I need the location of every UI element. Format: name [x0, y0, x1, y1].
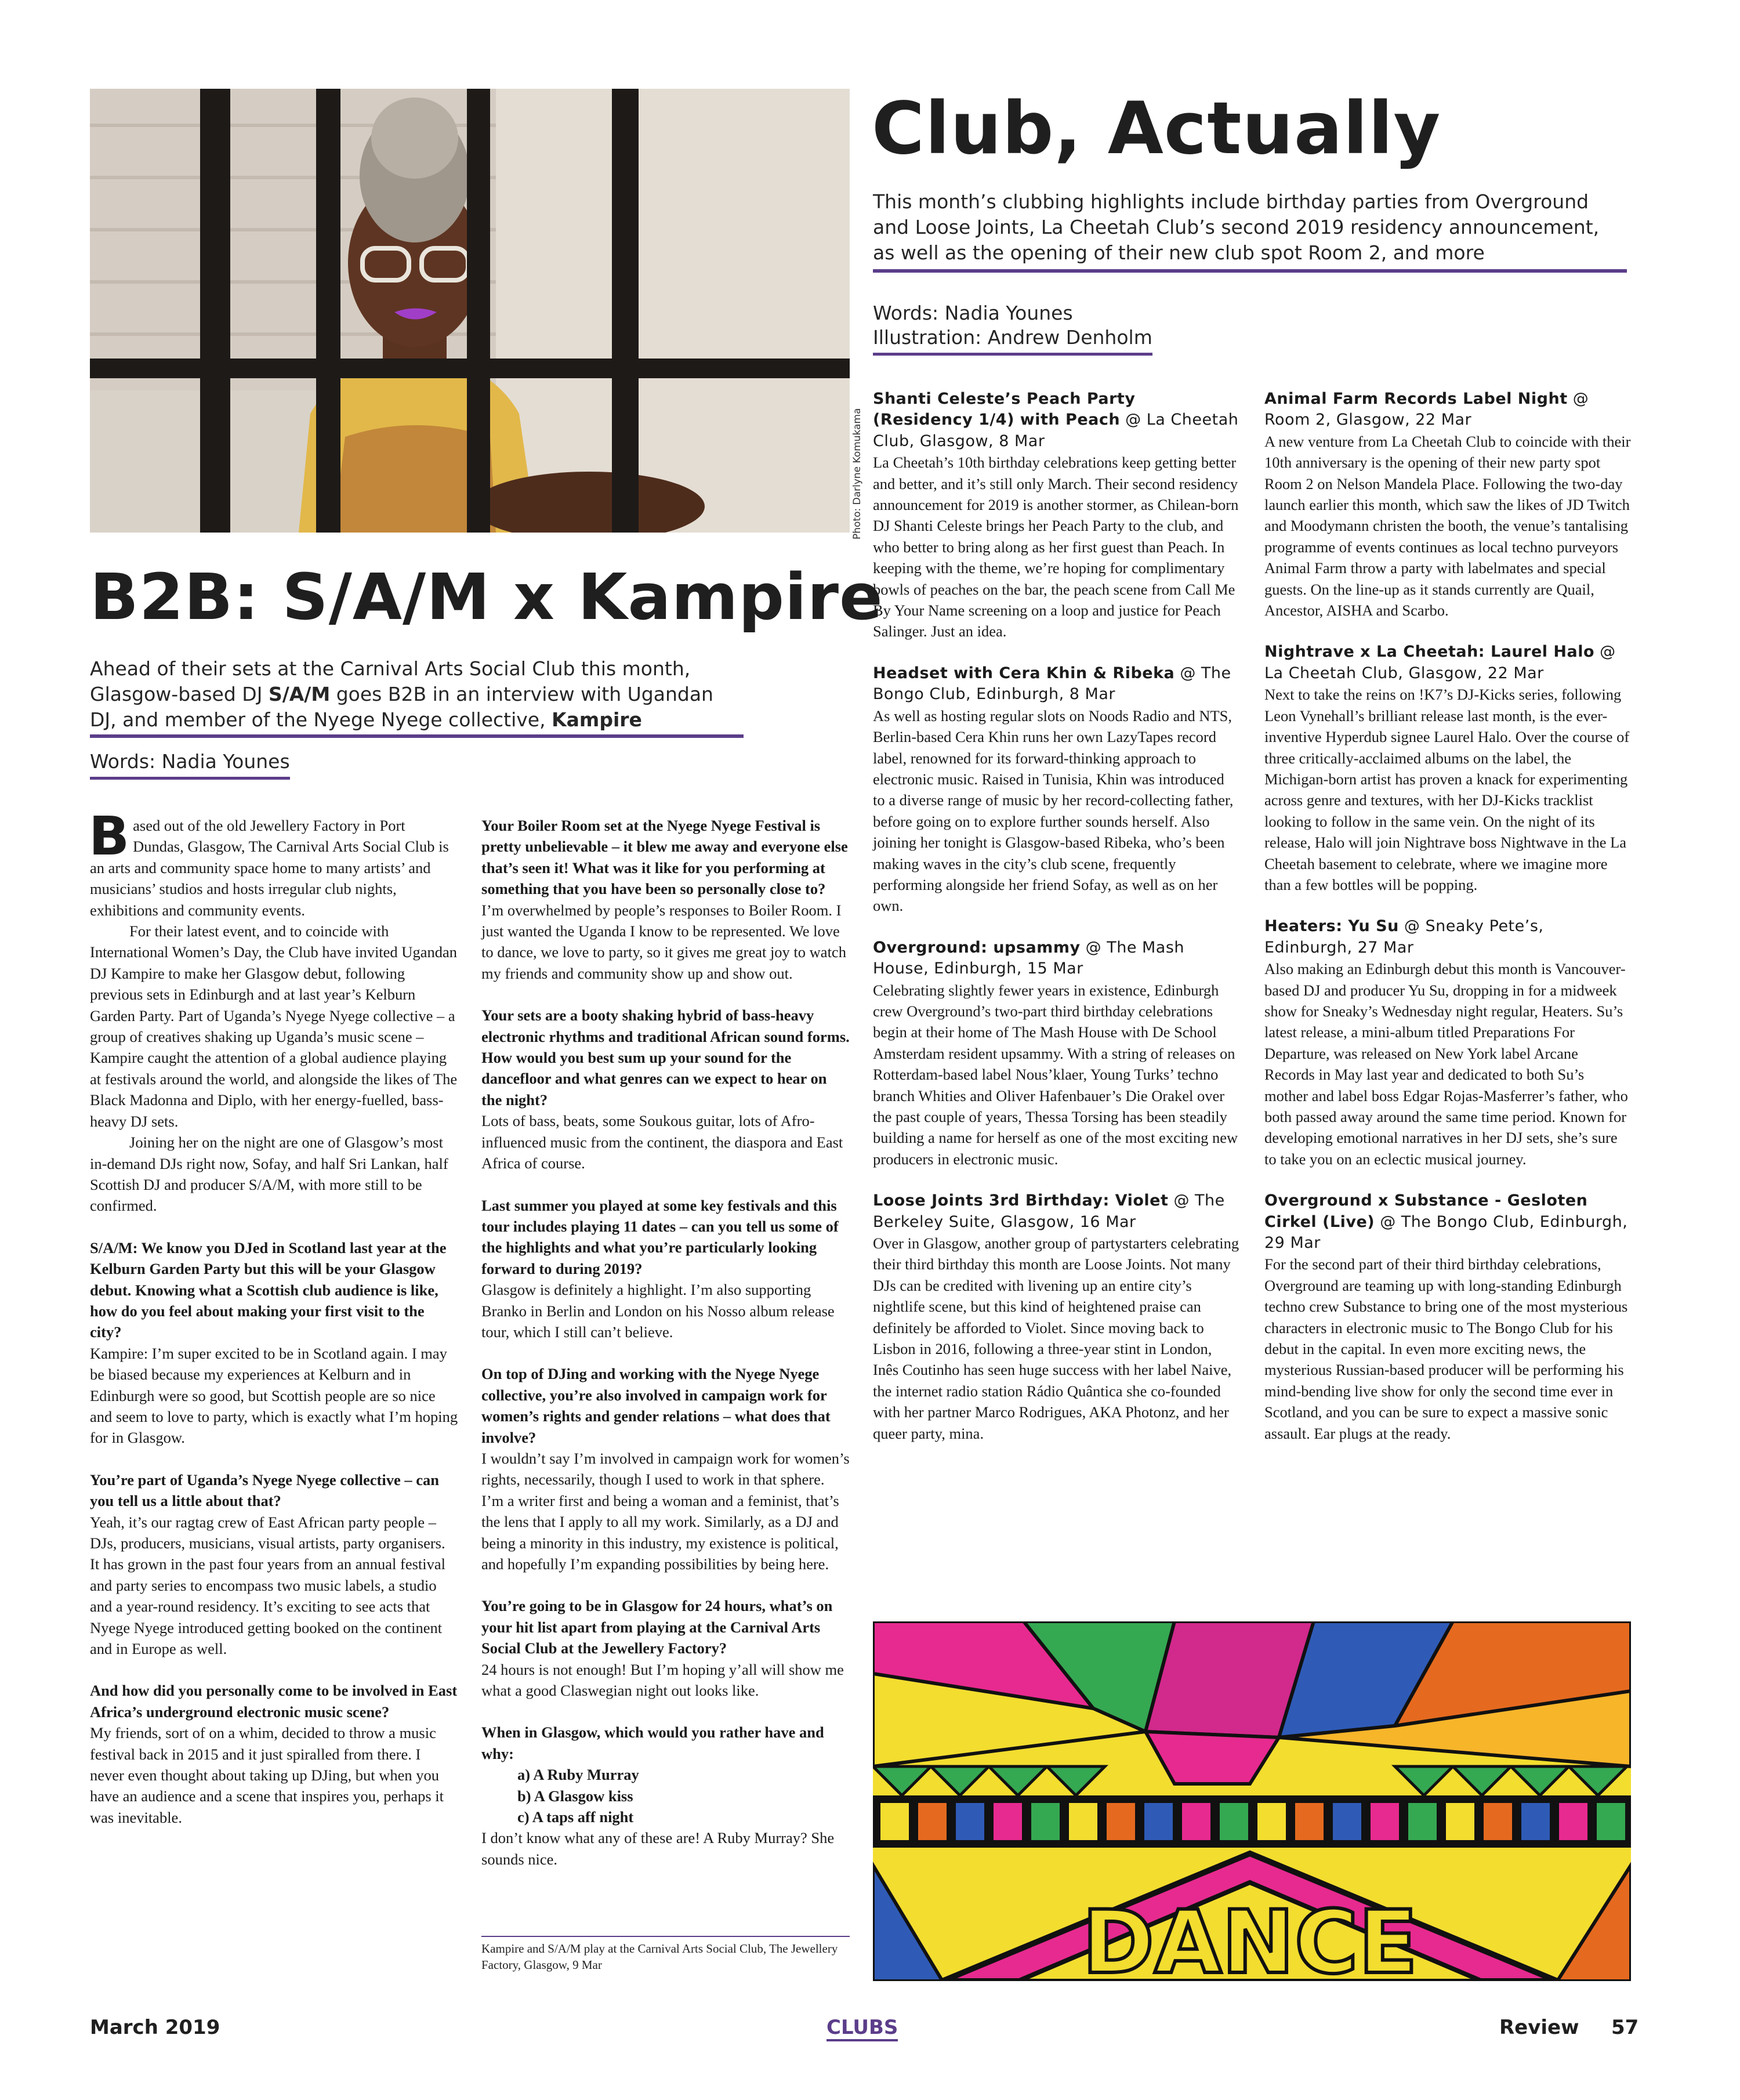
paragraph: For their latest event, and to coincide with International Women’s Day, the Club have invited Ugandan DJ Kampire to make her Glasgow debut, following previous sets in Edinburgh and at last year’s Kelburn Garden Party. Part of Uganda’s Nyege Nyege collective – a group of creatives shaking up Uganda’s music scene – Kampire caught the attention of a global audience playing at festivals around the world, and alongside the likes of The Black Madonna and Diplo, with her energy-fuelled, bass-heavy DJ sets. — [90, 922, 458, 1130]
b2b-standfirst: Ahead of their sets at the Carnival Arts Social Club this month, Glasgow-based DJ S/A/M goes B2B in an interview with Ugandan DJ, and member of the Nyege Nyege collective, Kampire — [90, 657, 713, 731]
option-item: a) A Ruby Murray — [517, 1766, 639, 1784]
dance-illustration — [873, 1621, 1631, 1981]
interview-question: You’re part of Uganda’s Nyege Nyege collective – can you tell us a little about that? — [90, 1471, 440, 1510]
event-description: Celebrating slightly fewer years in existence, Edinburgh crew Overground’s two-part third birthday celebrations begin at their home of The Mash House with De School Amsterdam resident upsammy. With a string of releases on Rotterdam-based label Nous’klaer, Young Turks’ techno branch Whities and Oliver Hafenbauer’s Die Orakel over the past couple of years, Thessa Torsing has been steadily building a name for herself as one of the most exciting new producers in electronic music. — [873, 981, 1238, 1168]
interview-question: Your sets are a booty shaking hybrid of bass-heavy electronic rhythms and traditional African sound forms. How would you best sum up your sound for the dancefloor and what genres can we expect to hear on the night? — [481, 1006, 850, 1109]
event-title: Animal Farm Records Label Night @ Room 2, Glasgow, 22 Mar — [1264, 390, 1589, 429]
publication-section: Review — [1499, 2016, 1579, 2039]
interview-question: And how did you personally come to be involved in East Africa’s underground electronic music scene? — [90, 1682, 458, 1721]
event-description: As well as hosting regular slots on Noods Radio and NTS, Berlin-based Cera Khin runs her own LazyTapes record label, renowned for its forward-thinking approach to electronic music. Raised in Tunisia, Khin was introduced to a diverse range of music by her record-collecting father, before going on to explore further sounds herself. Also joining her tonight is Glasgow-based Ribeka, who’s been making waves in the city’s club scene, frequently performing alongside her friend Sofay, as well as on her own. — [873, 707, 1234, 915]
event-listing — [1264, 642, 1631, 895]
article-title-b2b: B2B: S/A/M x Kampire — [90, 560, 883, 634]
words-credit: Words: Nadia Younes — [873, 302, 1073, 324]
standfirst-rule — [873, 269, 1627, 273]
interview-question: Your Boiler Room set at the Nyege Nyege Festival is pretty unbelievable – it blew me away and everyone else that’s seen it! What was it like for you performing at something that you have been so personally close to? — [481, 817, 848, 898]
photo-credit: Photo: Darlyne Komukama — [851, 408, 863, 540]
event-description: Over in Glasgow, another group of partystarters celebrating their third birthday this month are Loose Joints. Not many DJs can be credited with livening up an entire city’s nightlife scene, but this kind of heightened praise can definitely be afforded to Violet. Since moving back to Lisbon in 2016, following a three-year stint in London, Inês Coutinho has seen huge success with her label Naive, the internet radio station Rádio Quântica she co-founded with her partner Marco Rodrigues, AKA Photonz, and her queer party, mina. — [873, 1234, 1239, 1442]
events-column-a — [873, 389, 1239, 1444]
event-listing — [1264, 916, 1631, 1170]
dance-lettering: DANCE — [1082, 1892, 1418, 1981]
interview-answer: Kampire: I’m super excited to be in Scotland again. I may be biased because my experiences at Kelburn and in Edinburgh were so good, but Scottish people are so nice and seem to love to party, which is exactly what I’m hoping for in Glasgow. — [90, 1344, 458, 1447]
article-title-club-actually: Club, Actually — [872, 87, 1441, 171]
interview-question: You’re going to be in Glasgow for 24 hours, what’s on your hit list apart from playing at the Carnival Arts Social Club at the Jewellery Factory? — [481, 1597, 833, 1657]
event-listing — [873, 389, 1239, 642]
dance-pattern-artwork — [873, 1621, 1631, 1981]
section-label: CLUBS — [826, 2016, 898, 2041]
event-title: Headset with Cera Khin & Ribeka @ The Bongo Club, Edinburgh, 8 Mar — [873, 664, 1231, 704]
interview-question: Last summer you played at some key festivals and this tour includes playing 11 dates – can you tell us some of the highlights and what you’re particularly looking forward to during 2019? — [481, 1196, 839, 1277]
option-item: c) A taps aff night — [517, 1808, 634, 1826]
interview-answer: I’m overwhelmed by people’s responses to Boiler Room. I just wanted the Uganda I know to be represented. We love to dance, we love to party, so it gives me great joy to watch my friends and community show up and show out. — [481, 901, 846, 982]
caption-rule — [481, 1936, 850, 1937]
interview-question: When in Glasgow, which would you rather have and why: — [481, 1724, 824, 1762]
event-title: Shanti Celeste’s Peach Party (Residency 1/4) with Peach @ La Cheetah Club, Glasgow, 8 Mar — [873, 390, 1239, 450]
standfirst-rule-left — [90, 734, 744, 738]
event-title: Overground x Substance - Gesloten Cirkel (Live) @ The Bongo Club, Edinburgh, 29 Mar — [1264, 1192, 1628, 1252]
event-caption: Kampire and S/A/M play at the Carnival Arts Social Club, The Jewellery Factory, Glasgow, 9 Mar — [481, 1942, 838, 1972]
event-listing — [1264, 389, 1631, 621]
interview-answer: My friends, sort of on a whim, decided to throw a music festival back in 2015 and it just spiralled from there. I never even thought about taking up DJing, but when you have an audience and a scene that inspires you, perhaps it was inevitable. — [90, 1724, 444, 1826]
event-listing — [873, 937, 1239, 1170]
interview-answer: 24 hours is not enough! But I’m hoping y’all will show me what a good Claswegian night out looks like. — [481, 1660, 844, 1700]
paragraph: Joining her on the night are one of Glasgow’s most in-demand DJs right now, Sofay, and half Sri Lankan, half Scottish DJ and producer S/A/M, with more still to be confirmed. — [90, 1134, 448, 1215]
club-actually-standfirst: This month’s clubbing highlights include birthday parties from Overground and Loose Joints, La Cheetah Club’s second 2019 residency announcement, as well as the opening of their new club spot Room 2, and more — [873, 190, 1600, 264]
event-description: Also making an Edinburgh debut this month is Vancouver-based DJ and producer Yu Su, dropping in for a midweek show for Sneaky’s Wednesday night regular, Heaters. Su’s latest release, a mini-album titled Preparations For Departure, was released on New York label Arcane Records in May last year and dedicated to both Su’s mother and label boss Edgar Rojas-Masferrer’s father, who both passed away around the same time period. Known for developing emotional narratives in her DJ sets, she’s sure to take you on an eclectic musical journey. — [1264, 960, 1628, 1168]
interview-answer: I don’t know what any of these are! A Ruby Murray? She sounds nice. — [481, 1829, 835, 1868]
option-item: b) A Glasgow kiss — [517, 1787, 633, 1805]
events-column-b — [1264, 389, 1631, 1444]
interview-column-2 — [481, 815, 850, 1870]
event-listing — [873, 1190, 1239, 1444]
event-listing — [1264, 1190, 1631, 1444]
interview-column-1 — [89, 805, 458, 1849]
drop-cap: B — [89, 805, 130, 867]
event-description: La Cheetah’s 10th birthday celebrations keep getting better and better, and it’s still only March. Their second residency announcement for 2019 is another stormer, as Chilean-born DJ Shanti Celeste brings her Peach Party to the club, and who better to bring along as her first guest than Peach. In keeping with the theme, we’re hoping for complimentary bowls of peaches on the bar, the peach scene from Call Me By Your Name screening on a loop and justice for Peach Salinger. Just an idea. — [873, 454, 1239, 640]
interview-question: S/A/M: We know you DJed in Scotland last year at the Kelburn Garden Party but this will be your Glasgow debut. Knowing what a Scottish club audience is like, how do you feel about making your first visit to the city? — [90, 1239, 447, 1341]
event-title: Heaters: Yu Su @ Sneaky Pete’s, Edinburgh, 27 Mar — [1264, 917, 1544, 957]
event-title: Nightrave x La Cheetah: Laurel Halo @ La Cheetah Club, Glasgow, 22 Mar — [1264, 643, 1616, 682]
interview-answer: Yeah, it’s our ragtag crew of East African party people – DJs, producers, musicians, visual artists, party organisers. It has grown in the past four years from an annual festival and party series to encompass two music labels, a studio and a year-round residency. It’s exciting to see acts that Nyege Nyege introduced getting booked on the continent and in Europe as well. — [90, 1513, 445, 1658]
illustration-credit: Illustration: Andrew Denholm — [873, 325, 1152, 356]
event-title: Loose Joints 3rd Birthday: Violet @ The Berkeley Suite, Glasgow, 16 Mar — [873, 1192, 1225, 1231]
portrait-illustration — [90, 89, 850, 533]
words-credit-left: Words: Nadia Younes — [90, 749, 290, 780]
interview-answer: I wouldn’t say I’m involved in campaign work for women’s rights, necessarily, though I used to work in that sphere. I’m a writer first and being a woman and a feminist, that’s the lens that I apply to all my work. Similarly, as a DJ and being a minority in this industry, my existence is political, and hopefully I’m expanding possibilities by being here. — [481, 1449, 850, 1573]
event-description: A new venture from La Cheetah Club to coincide with their 10th anniversary is the opening of their new party spot Room 2 on Nelson Mandela Place. Following the two-day launch earlier this month, which saw the likes of JD Twitch and Moodymann christen the booth, the venue’s tantalising programme of events continues as local techno purveyors Animal Farm throw a party with labelmates and special guests. On the line-up as it stands currently are Quail, Ancestor, AISHA and Scarbo. — [1264, 432, 1631, 620]
event-title: Overground: upsammy @ The Mash House, Edinburgh, 15 Mar — [873, 938, 1185, 978]
event-description: Next to take the reins on !K7’s DJ-Kicks series, following Leon Vynehall’s brilliant release last month, is the ever-inventive Hyperdub signee Laurel Halo. Over the course of three critically-acclaimed albums on the label, the Michigan-born artist has proven a knack for experimenting across genre and textures, with her DJ-Kicks tracklist looking to follow in the same vein. On the night of its release, Halo will join Nightrave boss Nightwave in the La Cheetah basement to celebrate, where we imagine more than a few bottles will be popping. — [1264, 686, 1630, 893]
page-number: 57 — [1611, 2016, 1639, 2039]
kampire-photo — [90, 89, 850, 533]
event-listing — [873, 663, 1239, 917]
event-description: For the second part of their third birthday celebrations, Overground are teaming up with long-standing Edinburgh techno crew Substance to bring one of the most mysterious characters in electronic music to The Bongo Club for his debut in the capital. In even more exciting news, the mysterious Russian-based producer will be performing his mind-bending live show for only the second time ever in Scotland, and you can be sure to expect a massive sonic assault. Ear plugs at the ready. — [1264, 1255, 1628, 1442]
interview-question: On top of DJing and working with the Nyege Nyege collective, you’re also involved in campaign work for women’s rights and gender relations – what does that involve? — [481, 1365, 831, 1446]
interview-answer: Glasgow is definitely a highlight. I’m also supporting Branko in Berlin and London on his Nosso album release tour, which I still can’t believe. — [481, 1281, 835, 1341]
issue-date: March 2019 — [90, 2016, 220, 2039]
interview-answer: Lots of bass, beats, some Soukous guitar, lots of Afro-influenced music from the continent, the diaspora and East Africa of course. — [481, 1112, 843, 1172]
intro-paragraph: Based out of the old Jewellery Factory in Port Dundas, Glasgow, The Carnival Arts Social Club is an arts and community space home to many artists’ and musicians’ studios and hosts irregular club nights, exhibitions and community events. — [89, 805, 449, 919]
